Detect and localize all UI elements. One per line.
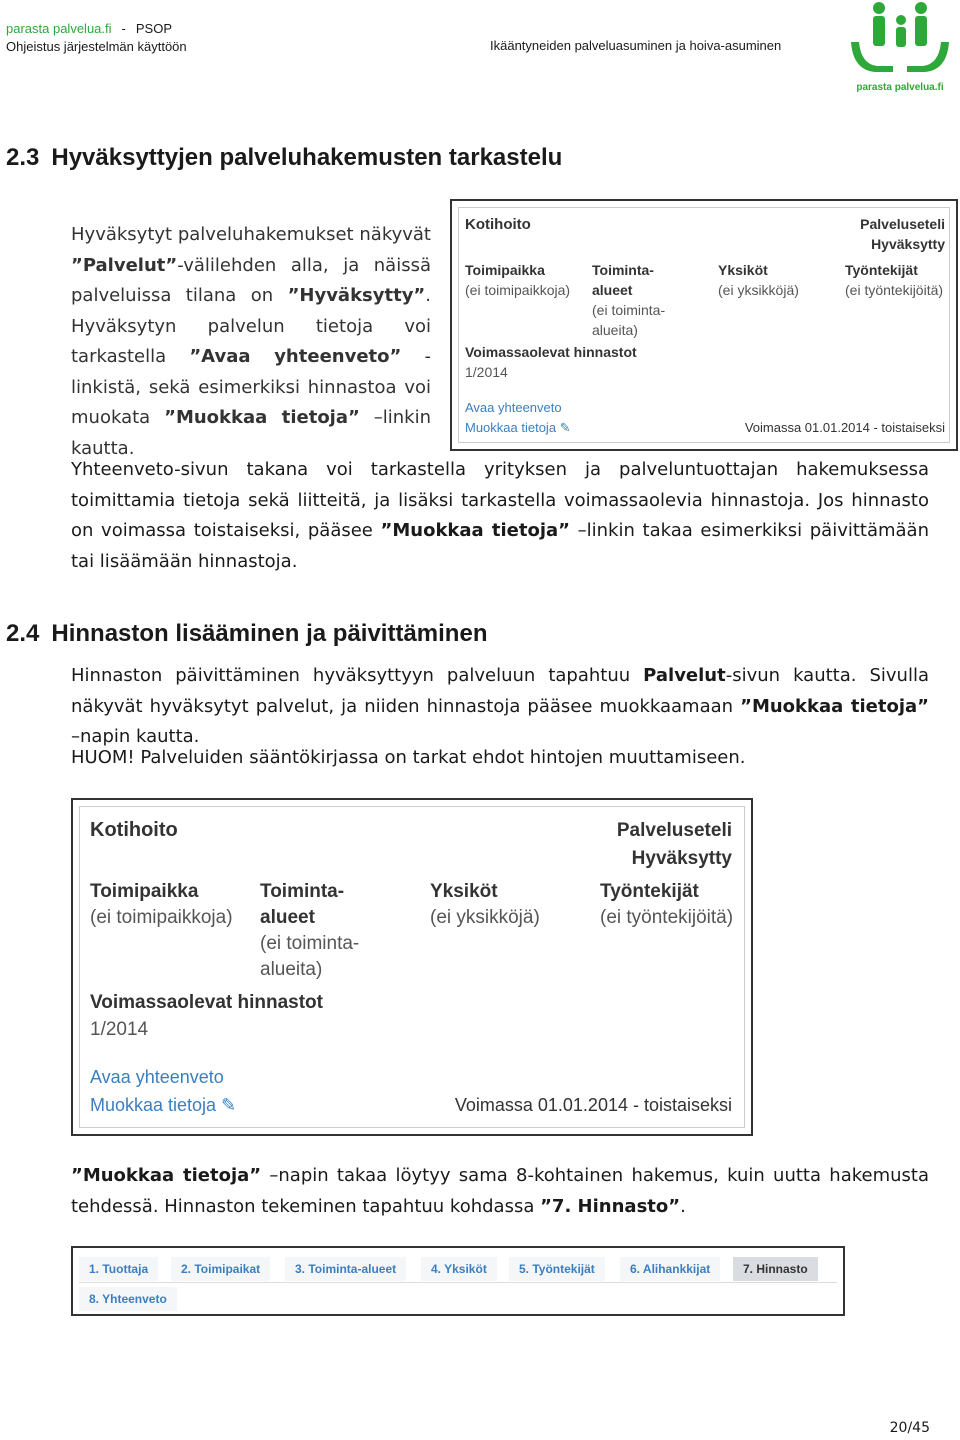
col-head: Toimipaikka <box>90 881 199 902</box>
step-alihankkijat[interactable]: 6. Alihankkijat <box>620 1257 720 1281</box>
card-col-yksikot <box>430 879 590 931</box>
section-title: Hyväksyttyjen palveluhakemusten tarkastelu <box>51 144 563 171</box>
header-dash: - <box>121 21 126 36</box>
col-head: Toimipaikka <box>465 262 545 278</box>
header-subtitle: Ohjeistus järjestelmän käyttöön <box>6 39 187 54</box>
section-23-intro: Hyväksytyt palveluhakemukset näkyvät ”Palvelut”-välilehden alla, ja näissä palveluissa tilana on ”Hyväksytty”. Hyväksytyn palvelun tietoja voi tarkastella ”Avaa yhteenveto” -linkistä, sekä esimerkiksi hinnastoa voi muokata ”Muokkaa tietoja” –linkin kautta. <box>71 224 432 459</box>
col-value: (ei työntekijöitä) <box>845 282 944 298</box>
step-yksikot[interactable]: 4. Yksiköt <box>421 1257 497 1281</box>
section-23-paragraph: Yhteenveto-sivun takana voi tarkastella yrityksen ja palveluntuottajan hakemuksessa toimittamia tietoja sekä liitteitä, ja lisäksi tarkastella voimassaolevia hinnastoja. Jos hinnasto on voimassa toistaiseksi, pääsee ”Muokkaa tietoja” –linkin takaa esimerkiksi päivittämään tai lisäämään hinnastoja. <box>71 459 929 572</box>
col-value: (ei toimipaikkoja) <box>90 907 233 928</box>
col-head: Työntekijät <box>600 881 699 902</box>
price-list-value: 1/2014 <box>465 364 508 380</box>
step-tuottaja[interactable]: 1. Tuottaja <box>79 1257 158 1281</box>
section-24-note: HUOM! Palveluiden sääntökirjassa on tarkat ehdot hintojen muuttamiseen. <box>71 747 746 768</box>
card-type-label: Palveluseteli <box>616 820 732 841</box>
card-title: Kotihoito <box>465 216 531 233</box>
header-site: parasta palvelua.fi <box>6 21 112 36</box>
col-head: Yksiköt <box>430 881 498 902</box>
col-value: (ei työntekijöitä) <box>600 907 734 928</box>
card-col-toimipaikka <box>90 879 240 931</box>
open-summary-link[interactable]: Avaa yhteenveto <box>465 400 562 415</box>
card-status: Hyväksytty <box>871 236 945 252</box>
card-status: Hyväksytty <box>631 848 732 869</box>
card-title: Kotihoito <box>90 819 178 841</box>
parasta-palvelua-logo <box>845 0 955 95</box>
section-number: 2.3 <box>6 144 40 171</box>
card-col-yksikot <box>718 260 828 300</box>
edit-details-link[interactable]: Muokkaa tietoja ✎ <box>90 1095 237 1115</box>
service-card <box>79 806 745 1128</box>
service-card-screenshot-small <box>450 199 958 451</box>
col-head: Työntekijät <box>845 262 918 278</box>
card-col-toiminta-alueet <box>592 260 682 340</box>
card-col-tyontekijat <box>600 879 740 931</box>
section-number: 2.4 <box>6 620 40 647</box>
col-head: Yksiköt <box>718 262 768 278</box>
section-24-paragraph-3: ”Muokkaa tietoja” –napin takaa löytyy sama 8-kohtainen hakemus, kuin uutta hakemusta tehdessä. Hinnaston tekeminen tapahtuu kohdassa ”7. Hinnasto”. <box>71 1165 929 1217</box>
price-list-value: 1/2014 <box>90 1019 149 1040</box>
step-yhteenveto[interactable]: 8. Yhteenveto <box>79 1287 177 1311</box>
card-col-toimipaikka <box>465 260 580 300</box>
page-number: 20/45 <box>889 1420 930 1436</box>
edit-details-link[interactable]: Muokkaa tietoja ✎ <box>465 420 571 435</box>
price-lists-label: Voimassaolevat hinnastot <box>90 992 323 1013</box>
col-head: Toiminta-alueet <box>592 262 654 298</box>
service-card-screenshot-large <box>71 798 753 1136</box>
open-summary-link[interactable]: Avaa yhteenveto <box>90 1067 224 1087</box>
section-23-heading <box>6 144 562 172</box>
application-steps-screenshot <box>71 1246 845 1316</box>
card-price-lists <box>465 342 637 382</box>
pencil-icon: ✎ <box>559 420 571 435</box>
card-col-tyontekijat <box>845 260 945 300</box>
header-line-1 <box>6 20 187 38</box>
col-value: (ei yksikköjä) <box>430 907 540 928</box>
step-hinnasto[interactable]: 7. Hinnasto <box>733 1257 818 1281</box>
steps-divider <box>79 1282 837 1283</box>
card-type-label: Palveluseteli <box>860 216 945 232</box>
card-validity: Voimassa 01.01.2014 - toistaiseksi <box>744 420 945 435</box>
price-lists-label: Voimassaolevat hinnastot <box>465 344 637 360</box>
col-value: (ei yksikköjä) <box>718 282 799 298</box>
col-value: (ei toimipaikkoja) <box>465 282 571 298</box>
step-toiminta-alueet[interactable]: 3. Toiminta-alueet <box>285 1257 406 1281</box>
logo-text: parasta palvelua.fi <box>856 82 944 93</box>
header-topic: Ikääntyneiden palveluasuminen ja hoiva-asuminen <box>490 38 782 53</box>
col-value: (ei toiminta-alueita) <box>592 302 666 338</box>
header-code: PSOP <box>135 21 172 36</box>
application-steps <box>79 1254 837 1308</box>
pencil-icon: ✎ <box>221 1095 237 1115</box>
col-head: Toiminta-alueet <box>260 881 345 928</box>
step-toimipaikat[interactable]: 2. Toimipaikat <box>171 1257 270 1281</box>
card-price-lists <box>90 989 323 1043</box>
card-type <box>860 214 945 254</box>
card-validity: Voimassa 01.01.2014 - toistaiseksi <box>454 1095 732 1115</box>
section-24-paragraph-1: Hinnaston päivittäminen hyväksyttyyn palveluun tapahtuu Palvelut-sivun kautta. Sivulla näkyvät hyväksytyt palvelut, ja niiden hinnastoja pääsee muokkaamaan ”Muokkaa tietoja” –napin kautta. <box>71 665 930 747</box>
section-24-heading <box>6 620 487 648</box>
step-tyontekijat[interactable]: 5. Työntekijät <box>509 1257 605 1281</box>
col-value: (ei toiminta-alueita) <box>260 933 360 980</box>
page-header <box>6 20 187 56</box>
card-col-toiminta-alueet <box>260 879 385 983</box>
section-title: Hinnaston lisääminen ja päivittäminen <box>51 620 488 647</box>
service-card <box>458 207 950 443</box>
card-type <box>617 817 732 873</box>
